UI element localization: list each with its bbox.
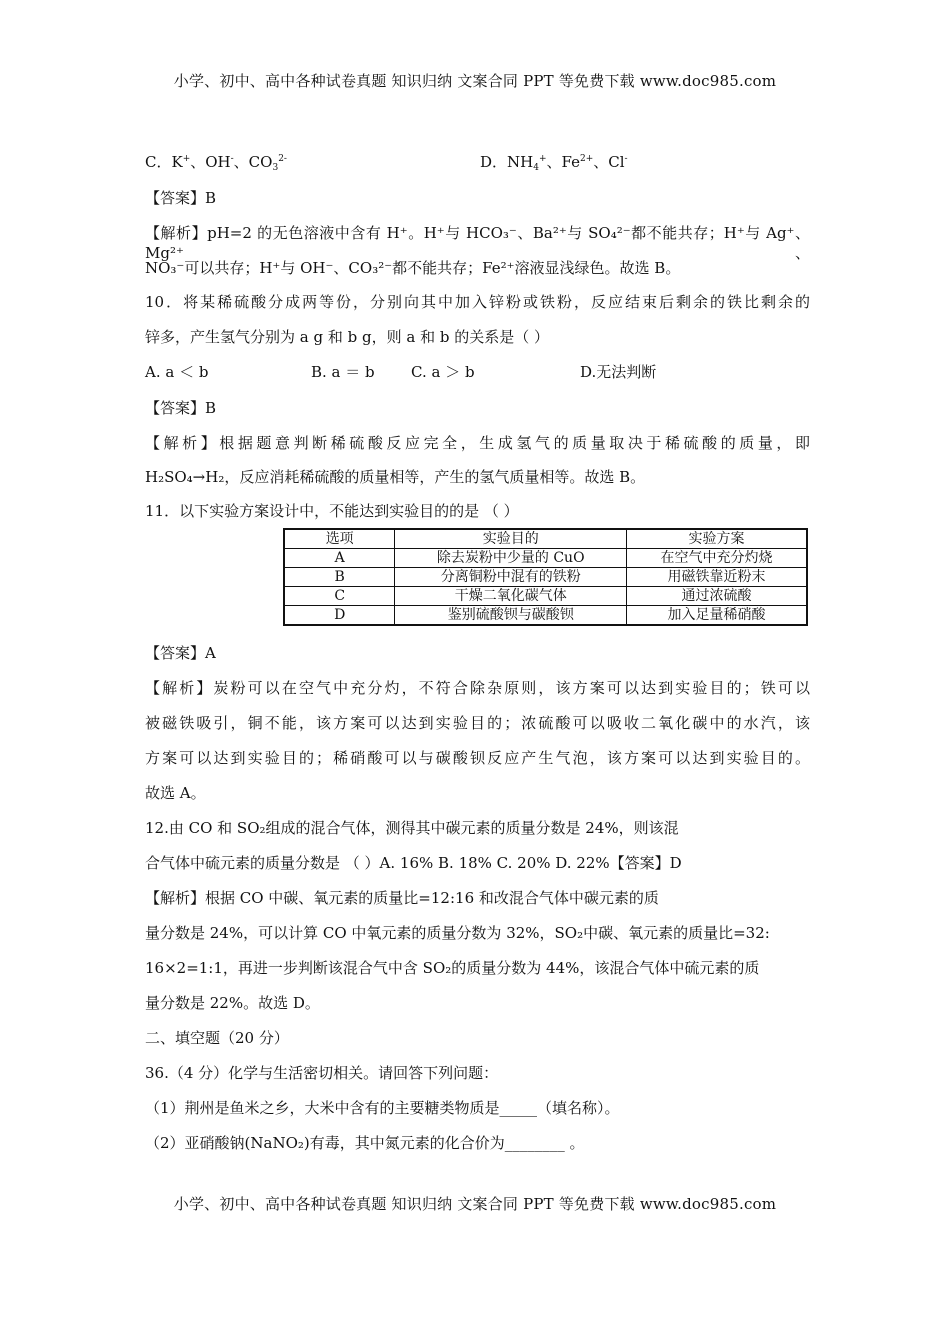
table-cell: 鉴别硫酸钡与碳酸钡 [395, 606, 627, 626]
q36-part2: （2）亚硝酸钠(NaNO₂)有毒，其中氮元素的化合价为________ 。 [145, 1134, 585, 1152]
q10-answer: 【答案】B [145, 399, 217, 417]
table-header-cell: 选项 [284, 529, 395, 549]
table-row [284, 549, 807, 568]
q36-part1: （1）荆州是鱼米之乡，大米中含有的主要糖类物质是_____（填名称）。 [145, 1099, 620, 1117]
q10-explanation-line1: 【解析】根据题意判断稀硫酸反应完全，生成氢气的质量取决于稀硫酸的质量，即 [145, 434, 810, 452]
q9-answer: 【答案】B [145, 189, 217, 207]
table-cell: B [284, 568, 395, 587]
q12-explanation-line2: 量分数是 24%，可以计算 CO 中氧元素的质量分数为 32%，SO₂中碳、氧元素的质量比=32: [145, 924, 770, 942]
table-row [284, 587, 807, 606]
table-cell: 除去炭粉中少量的 CuO [395, 549, 627, 568]
q12-explanation-line1: 【解析】根据 CO 中碳、氧元素的质量比=12:16 和改混合气体中碳元素的质 [145, 889, 659, 907]
q9-explanation-line2: NO₃⁻可以共存；H⁺与 OH⁻、CO₃²⁻都不能共存；Fe²⁺溶液显浅绿色。故选 B。 [145, 259, 681, 277]
table-row [284, 568, 807, 587]
q10-option-b: B. a ＝ b [311, 363, 375, 381]
q11-stem: 11．以下实验方案设计中，不能达到实验目的的是 （ ） [145, 502, 519, 520]
q11-explanation-line1: 【解析】炭粉可以在空气中充分灼，不符合除杂原则，该方案可以达到实验目的；铁可以 [145, 679, 810, 697]
table-cell: D [284, 606, 395, 626]
table-cell: 干燥二氧化碳气体 [395, 587, 627, 606]
table-cell: C [284, 587, 395, 606]
q36-stem: 36.（4 分）化学与生活密切相关。请回答下列问题： [145, 1064, 499, 1082]
q11-explanation-line3: 方案可以达到实验目的；稀硝酸可以与碳酸钡反应产生气泡，该方案可以达到实验目的。 [145, 749, 810, 767]
q11-explanation-line2: 被磁铁吸引，铜不能，该方案可以达到实验目的；浓硫酸可以吸收二氧化碳中的水汽，该 [145, 714, 810, 732]
q12-explanation-line3: 16×2=1:1，再进一步判断该混合气中含 SO₂的质量分数为 44%，该混合气体中硫元素的质 [145, 959, 760, 977]
table-cell: 用磁铁靠近粉末 [627, 568, 807, 587]
table-cell: A [284, 549, 395, 568]
page-footer: 小学、初中、高中各种试卷真题 知识归纳 文案合同 PPT 等免费下载 www.doc985.com [173, 1195, 777, 1213]
q9-explanation-line1: 【解析】pH=2 的无色溶液中含有 H⁺。H⁺与 HCO₃⁻、Ba²⁺与 SO₄²⁻都不能共存；H⁺与 Ag⁺、Mg²⁺、 [145, 224, 810, 262]
table-cell: 分离铜粉中混有的铁粉 [395, 568, 627, 587]
table-cell: 在空气中充分灼烧 [627, 549, 807, 568]
table-cell: 加入足量稀硝酸 [627, 606, 807, 626]
q11-answer: 【答案】A [145, 644, 216, 662]
q10-option-d: D.无法判断 [580, 363, 657, 381]
q9-option-c: C．K+、OH-、$CO_3^{2-}$ [145, 153, 287, 173]
q11-explanation-line4: 故选 A。 [145, 784, 206, 802]
table-header-row [284, 529, 807, 549]
q9-option-d: D．$NH_4^+$、$Fe^{2+}$、Cl- [480, 153, 628, 173]
q11-options-table [283, 528, 808, 626]
section-title: 二、填空题（20 分） [145, 1029, 289, 1047]
q10-stem-line1: 10．将某稀硫酸分成两等份，分别向其中加入锌粉或铁粉，反应结束后剩余的铁比剩余的 [145, 293, 810, 311]
q10-option-c: C. a ＞ b [411, 363, 475, 381]
table-header-cell: 实验目的 [395, 529, 627, 549]
q10-stem-line2: 锌多，产生氢气分别为 a g 和 b g，则 a 和 b 的关系是（ ） [145, 328, 549, 346]
q12-explanation-line4: 量分数是 22%。故选 D。 [145, 994, 320, 1012]
page-header: 小学、初中、高中各种试卷真题 知识归纳 文案合同 PPT 等免费下载 www.doc985.com [173, 72, 777, 90]
q10-explanation-line2: H₂SO₄→H₂，反应消耗稀硫酸的质量相等，产生的氢气质量相等。故选 B。 [145, 468, 646, 486]
q10-option-a: A. a ＜ b [145, 363, 209, 381]
table-cell: 通过浓硫酸 [627, 587, 807, 606]
q12-stem-line2: 合气体中硫元素的质量分数是 （ ）A. 16% B. 18% C. 20% D. 22%【答案】D [145, 854, 682, 872]
q12-stem-line1: 12.由 CO 和 SO₂组成的混合气体，测得其中碳元素的质量分数是 24%，则该混 [145, 819, 679, 837]
table-header-cell: 实验方案 [627, 529, 807, 549]
table-row [284, 606, 807, 626]
